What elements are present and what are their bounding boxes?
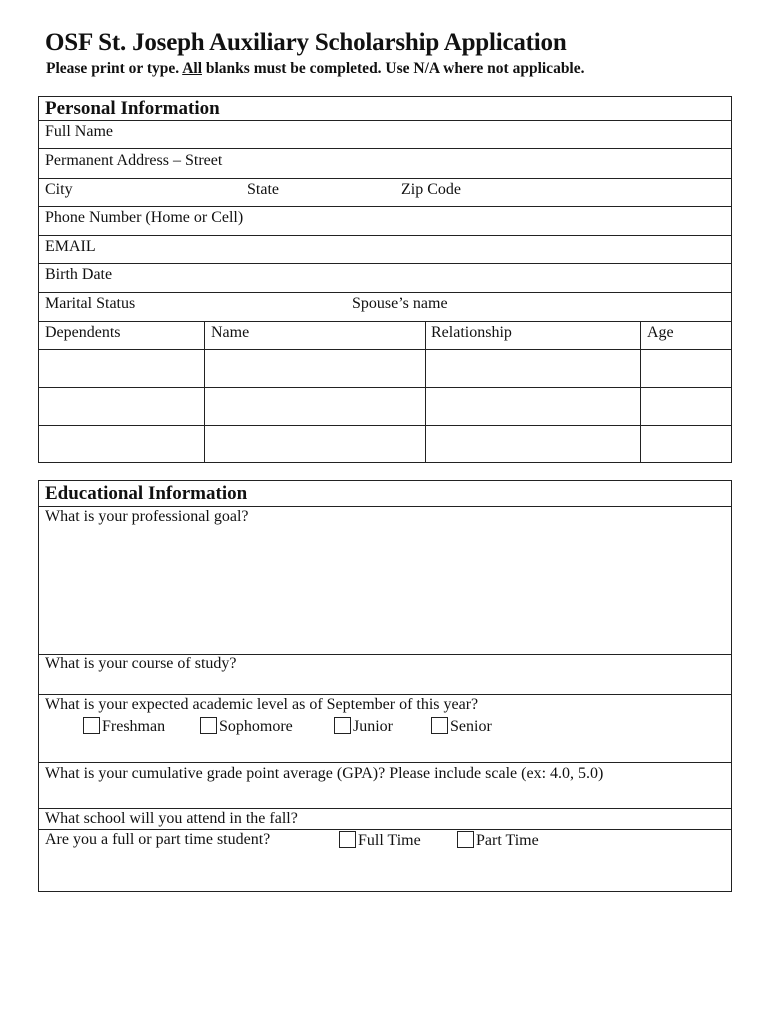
zip-code-label: Zip Code [401, 181, 461, 198]
gpa-label: What is your cumulative grade point average (GPA)? Please include scale (ex: 4.0, 5.0) [45, 765, 604, 782]
form-title: OSF St. Joseph Auxiliary Scholarship Application [45, 29, 567, 56]
city-state-zip-row[interactable] [39, 178, 731, 207]
state-label: State [247, 181, 279, 198]
dependent-row[interactable] [39, 425, 731, 463]
dependents-column-header: Dependents [45, 324, 121, 341]
form-instructions [46, 60, 585, 78]
freshman-option[interactable] [83, 717, 165, 736]
sophomore-option[interactable] [200, 717, 293, 736]
sophomore-checkbox[interactable] [200, 717, 217, 734]
freshman-option-label: Freshman [102, 718, 166, 735]
school-field[interactable] [39, 808, 731, 830]
marital-status-label: Marital Status [45, 295, 136, 312]
dependents-header-row [39, 321, 731, 350]
relationship-column-header: Relationship [431, 324, 512, 341]
course-of-study-field[interactable] [39, 654, 731, 695]
spouse-name-label: Spouse’s name [352, 295, 448, 312]
phone-label: Phone Number (Home or Cell) [45, 209, 244, 226]
enrollment-status-label: Are you a full or part time student? [45, 831, 271, 848]
academic-level-row [39, 694, 731, 763]
junior-checkbox[interactable] [334, 717, 351, 734]
full-time-checkbox[interactable] [339, 831, 356, 848]
personal-heading: Personal Information [45, 98, 220, 119]
personal-information-section [38, 96, 732, 463]
age-column-header: Age [647, 324, 674, 341]
junior-option[interactable] [334, 717, 393, 736]
senior-option[interactable] [431, 717, 492, 736]
birth-date-label: Birth Date [45, 266, 113, 283]
instructions-prefix: Please print or type. [46, 60, 183, 77]
junior-option-label: Junior [353, 718, 393, 735]
sophomore-option-label: Sophomore [219, 718, 293, 735]
gpa-field[interactable] [39, 762, 731, 809]
phone-field[interactable] [39, 206, 731, 236]
city-label: City [45, 181, 73, 198]
enrollment-status-row [39, 829, 731, 892]
full-name-label: Full Name [45, 123, 113, 140]
senior-checkbox[interactable] [431, 717, 448, 734]
part-time-option-label: Part Time [476, 832, 539, 849]
full-time-option[interactable] [339, 831, 421, 850]
course-of-study-label: What is your course of study? [45, 655, 237, 672]
education-heading: Educational Information [45, 483, 248, 504]
part-time-option[interactable] [457, 831, 539, 850]
dependent-name-column-header: Name [211, 324, 250, 341]
dependent-row[interactable] [39, 349, 731, 388]
education-heading-row [39, 481, 731, 506]
educational-information-section [38, 480, 732, 892]
professional-goal-field[interactable] [39, 506, 731, 655]
part-time-checkbox[interactable] [457, 831, 474, 848]
street-address-field[interactable] [39, 148, 731, 179]
marital-status-row[interactable] [39, 292, 731, 322]
professional-goal-label: What is your professional goal? [45, 508, 249, 525]
email-label: EMAIL [45, 238, 96, 255]
full-name-field[interactable] [39, 120, 731, 149]
senior-option-label: Senior [450, 718, 492, 735]
freshman-checkbox[interactable] [83, 717, 100, 734]
school-label: What school will you attend in the fall? [45, 810, 298, 827]
dependent-row[interactable] [39, 387, 731, 426]
personal-heading-row [39, 97, 731, 120]
email-field[interactable] [39, 235, 731, 264]
instructions-suffix: blanks must be completed. Use N/A where not applicable. [202, 60, 585, 77]
street-address-label: Permanent Address – Street [45, 152, 223, 169]
instructions-emphasis: All [182, 60, 202, 77]
full-time-option-label: Full Time [358, 832, 421, 849]
birth-date-field[interactable] [39, 263, 731, 293]
academic-level-label: What is your expected academic level as of September of this year? [45, 696, 479, 713]
